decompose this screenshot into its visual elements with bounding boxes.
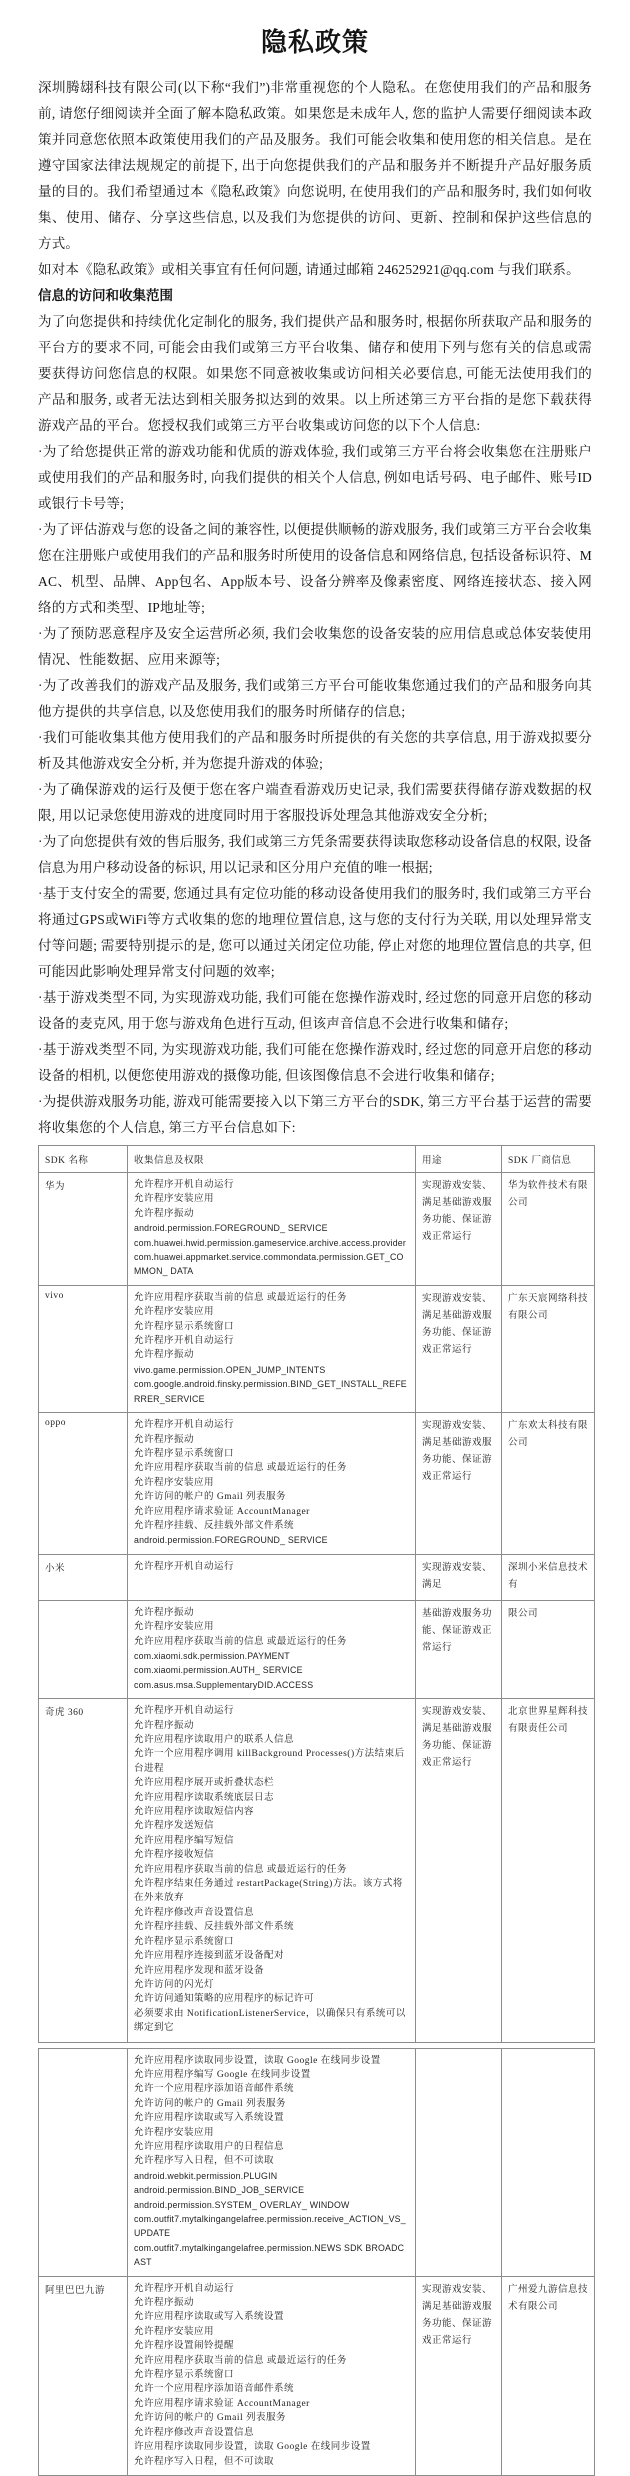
permission-line: com.outfit7.mytalkingangelafree.permission.receive_ACTION_VS_ UPDATE: [134, 2214, 406, 2239]
sdk-name-cell: oppo: [39, 1413, 128, 1555]
permission-line: 允许程序振动: [134, 2298, 195, 2309]
table-row: [39, 1285, 595, 1412]
permission-line: android.permission.BIND_JOB_SERVICE: [134, 2185, 305, 2196]
permission-line: 允许程序结束任务通过 restartPackage(String)方法。该方式将在外来放弃: [134, 1879, 403, 1904]
permission-line: 允许访问通知策略的应用程序的标记许可: [134, 1994, 315, 2005]
permission-line: 允许程序振动: [134, 1607, 195, 1618]
purpose-cell: 基础游戏服务功能、保证游戏正常运行: [416, 1600, 502, 1698]
permissions-cell: [128, 1600, 416, 1698]
permission-line: 允许程序安装应用: [134, 1477, 215, 1488]
permission-line: 允许应用程序读取或写入系统设置: [134, 2312, 285, 2323]
permission-line: com.google.android.finsky.permission.BIND_GET_INSTALL_REFERRER_SERVICE: [134, 1379, 407, 1404]
permission-line: 允许程序显示系统窗口: [134, 2370, 235, 2381]
permission-line: 允许程序开机自动运行: [134, 1180, 235, 1190]
vendor-cell: 深圳小米信息技术有: [502, 1554, 595, 1600]
permission-line: 必须要求由 NotificationListenerService，以确保只有系统可以绑定到它: [134, 2008, 406, 2034]
permission-line: com.huawei.appmarket.service.commondata.permission.GET_COMMON_ DATA: [134, 1252, 404, 1277]
permission-line: 允许程序振动: [134, 1434, 195, 1445]
permission-line: 允许程序开机自动运行: [134, 1706, 235, 1717]
purpose-cell: [416, 2048, 502, 2276]
permission-line: 允许应用程序请求验证 AccountManager: [134, 2398, 310, 2409]
table-row: [39, 2276, 595, 2475]
permission-line: 允许应用程序获取当前的信息 或最近运行的任务: [134, 1292, 347, 1303]
permission-line: 允许程序发送短信: [134, 1821, 215, 1832]
sdk-name-cell: 奇虎 360: [39, 1699, 128, 2042]
permission-line: com.asus.msa.SupplementaryDID.ACCESS: [134, 1679, 314, 1690]
permission-line: 允许应用程序展开或折叠状态栏: [134, 1778, 275, 1789]
purpose-cell: 实现游戏安装、满足: [416, 1554, 502, 1600]
bullet-item: ·基于游戏类型不同, 为实现游戏功能, 我们可能在您操作游戏时, 经过您的同意开启您的移动设备的麦克风, 用于您与游戏角色进行互动, 但该声音信息不会进行收集和储存;: [38, 990, 592, 1031]
permission-line: 允许应用程序读取用户的日程信息: [134, 2141, 285, 2152]
permissions-cell: [128, 2276, 416, 2475]
purpose-cell: 实现游戏安装、满足基础游戏服务功能、保证游戏正常运行: [416, 1285, 502, 1412]
sdk-name-cell: [39, 1600, 128, 1698]
permission-line: 允许应用程序获取当前的信息 或最近运行的任务: [134, 2355, 347, 2366]
permissions-cell: [128, 1173, 416, 1286]
permission-line: 允许程序写入日程，但不可读取: [134, 2156, 275, 2167]
permission-line: 允许程序修改声音设置信息: [134, 2427, 255, 2438]
bullet-item: ·基于游戏类型不同, 为实现游戏功能, 我们可能在您操作游戏时, 经过您的同意开启您的移动设备的相机, 以便您使用游戏的摄像功能, 但该图像信息不会进行收集和储存;: [38, 1042, 592, 1083]
bullet-item: ·为了预防恶意程序及安全运营所必须, 我们会收集您的设备安装的应用信息或总体安装使用情况、性能数据、应用来源等;: [38, 626, 592, 667]
permission-line: 允许应用程序连接到蓝牙设备配对: [134, 1951, 285, 1962]
permission-line: 允许应用程序获取当前的信息 或最近运行的任务: [134, 1636, 347, 1647]
sdk-table: [38, 1145, 595, 2043]
bullet-item: ·为了给您提供正常的游戏功能和优质的游戏体验, 我们或第三方平台将会收集您在注册账户或使用我们的产品和服务时, 向我们提供的相关个人信息, 例如电话号码、电子邮件、账号ID或银行卡号等;: [38, 444, 592, 511]
bullet-item: ·为了评估游戏与您的设备之间的兼容性, 以便提供顺畅的游戏服务, 我们或第三方平台会收集您在注册账户或使用我们的产品和服务时所使用的设备信息和网络信息, 包括设备标识符、MAC、机型、品牌、App包名、App版本号、设备分辨率及像素密度、网络连接状态、接入网络的方式和类型、IP地址等;: [38, 522, 592, 615]
permission-line: 允许程序设置闹铃提醒: [134, 2341, 235, 2352]
bullet-item: ·基于支付安全的需要, 您通过具有定位功能的移动设备使用我们的服务时, 我们或第三方平台将通过GPS或WiFi等方式收集的您的地理位置信息, 这与您的支付行为关联, 用以处理异常支付等问题; 需要特别提示的是, 您可以通过关闭定位功能, 停止对您的地理位置信息的共享, 但可能因此影响处理异常支付问题的效率;: [38, 886, 592, 979]
sdk-table: [38, 2048, 595, 2476]
permissions-cell: [128, 1699, 416, 2042]
table-row: [39, 1699, 595, 2042]
permission-line: 允许访问的帐户的 Gmail 列表服务: [134, 2098, 286, 2109]
permission-line: 允许程序挂载、反挂载外部文件系统: [134, 1520, 295, 1531]
vendor-cell: 广东天宸网络科技有限公司: [502, 1285, 595, 1412]
permission-line: 允许访问的帐户的 Gmail 列表服务: [134, 2413, 286, 2424]
vendor-cell: 广东欢太科技有限公司: [502, 1413, 595, 1555]
permission-line: vivo.game.permission.OPEN_JUMP_INTENTS: [134, 1364, 326, 1375]
permission-line: 允许程序开机自动运行: [134, 1336, 235, 1347]
permission-line: 允许访问的帐户的 Gmail 列表服务: [134, 1492, 286, 1503]
permission-line: 允许程序振动: [134, 1350, 195, 1361]
vendor-cell: 限公司: [502, 1600, 595, 1698]
permission-line: android.webkit.permission.PLUGIN: [134, 2170, 278, 2181]
permissions-cell: [128, 1413, 416, 1555]
sdk-name-cell: [39, 2048, 128, 2276]
permission-line: 允许应用程序编写短信: [134, 1835, 235, 1846]
permission-line: 允许程序安装应用: [134, 2127, 215, 2138]
permission-line: 允许程序接收短信: [134, 1850, 215, 1861]
permission-line: com.xiaomi.permission.AUTH_ SERVICE: [134, 1665, 303, 1676]
vendor-cell: [502, 2048, 595, 2276]
permission-line: 允许程序安装应用: [134, 1307, 215, 1318]
permission-line: 允许程序挂载、反挂载外部文件系统: [134, 1922, 295, 1933]
permission-line: 允许应用程序读取系统底层日志: [134, 1792, 275, 1803]
permission-line: 允许程序振动: [134, 1720, 195, 1731]
bullet-list: [38, 439, 592, 1141]
permission-line: android.permission.SYSTEM_ OVERLAY_ WINDOW: [134, 2199, 350, 2210]
table-header-row: [39, 1146, 595, 1173]
permission-line: android.permission.FOREGROUND_ SERVICE: [134, 1535, 328, 1546]
column-header: 收集信息及权限: [128, 1146, 416, 1173]
table-row: [39, 2048, 595, 2276]
permission-line: 允许应用程序读取短信内容: [134, 1807, 255, 1818]
bullet-item: ·我们可能收集其他方使用我们的产品和服务时所提供的有关您的共享信息, 用于游戏拟要分析及其他游戏安全分析, 并为您提升游戏的体验;: [38, 730, 592, 771]
column-header: SDK 厂商信息: [502, 1146, 595, 1173]
sdk-name-cell: 阿里巴巴九游: [39, 2276, 128, 2475]
permissions-cell: [128, 1285, 416, 1412]
permission-line: 允许应用程序编写 Google 在线同步设置: [134, 2069, 311, 2080]
bullet-item: ·为提供游戏服务功能, 游戏可能需要接入以下第三方平台的SDK, 第三方平台基于运营的需要将收集您的个人信息, 第三方平台信息如下:: [38, 1094, 592, 1135]
permission-line: 允许程序写入日程，但不可读取: [134, 2456, 275, 2467]
purpose-cell: 实现游戏安装、满足基础游戏服务功能、保证游戏正常运行: [416, 1699, 502, 2042]
section-heading: 信息的访问和收集范围: [38, 288, 173, 303]
sdk-name-cell: 小米: [39, 1554, 128, 1600]
permission-line: 允许程序显示系统窗口: [134, 1448, 235, 1459]
permission-line: 允许程序开机自动运行: [134, 1420, 235, 1431]
permission-line: 允许应用程序读取用户的联系人信息: [134, 1735, 295, 1745]
bullet-item: ·为了改善我们的游戏产品及服务, 我们或第三方平台可能收集您通过我们的产品和服务向其他方提供的共享信息, 以及您使用我们的服务时所储存的信息;: [38, 678, 592, 719]
permission-line: 允许应用程序读取或写入系统设置: [134, 2113, 285, 2124]
column-header: 用途: [416, 1146, 502, 1173]
permission-line: com.huawei.hwid.permission.gameservice.archive.access.provider: [134, 1237, 407, 1248]
vendor-cell: 华为软件技术有限公司: [502, 1173, 595, 1286]
permission-line: com.outfit7.mytalkingangelafree.permission.NEWS SDK BROADCAST: [134, 2242, 405, 2268]
permission-line: 允许应用程序读取同步设置，读取 Google 在线同步设置: [134, 2055, 381, 2066]
permission-line: 允许程序显示系统窗口: [134, 1936, 235, 1947]
permission-line: 允许一个应用程序添加语音邮件系统: [134, 2084, 295, 2095]
purpose-cell: 实现游戏安装、满足基础游戏服务功能、保证游戏正常运行: [416, 2276, 502, 2475]
table-row: [39, 1554, 595, 1600]
sdk-name-cell: vivo: [39, 1285, 128, 1412]
permission-line: 允许应用程序获取当前的信息 或最近运行的任务: [134, 1463, 347, 1474]
permission-line: 允许程序安装应用: [134, 1194, 215, 1205]
permission-line: 允许应用程序获取当前的信息 或最近运行的任务: [134, 1864, 347, 1875]
permission-line: com.xiaomi.sdk.permission.PAYMENT: [134, 1650, 290, 1661]
table-row: [39, 1413, 595, 1555]
permissions-cell: [128, 2048, 416, 2276]
permission-line: 允许程序修改声音设置信息: [134, 1907, 255, 1918]
table-row: [39, 1173, 595, 1286]
sdk-table-container: [38, 1145, 592, 2476]
permission-line: 允许一个应用程序调用 killBackground Processes()方法结束后台进程: [134, 1749, 405, 1774]
vendor-cell: 北京世界星辉科技有限责任公司: [502, 1699, 595, 2042]
vendor-cell: 广州爱九游信息技术有限公司: [502, 2276, 595, 2475]
permission-line: 允许访问的闪光灯: [134, 1979, 215, 1990]
intro-paragraph: 深圳腾翃科技有限公司(以下称“我们”)非常重视您的个人隐私。在您使用我们的产品和服务前, 请您仔细阅读并全面了解本隐私政策。如果您是未成年人, 您的监护人需要仔细阅读本政策并同意您依照本政策使用我们的产品及服务。我们可能会收集和使用您的相关信息。是在遵守国家法律法规规定的前提下, 出于向您提供我们的产品和服务并不断提升产品好服务质量的目的。我们希望通过本《隐私政策》向您说明, 在使用我们的产品和服务时, 我们如何收集、使用、储存、分享这些信息, 以及我们为您提供的访问、更新、控制和保护这些信息的方式。: [38, 80, 592, 251]
column-header: SDK 名称: [39, 1146, 128, 1173]
permission-line: 允许程序振动: [134, 1208, 195, 1219]
permission-line: 许应用程序读取同步设置，读取 Google 在线同步设置: [134, 2442, 371, 2453]
permission-line: 允许程序显示系统窗口: [134, 1321, 235, 1332]
scope-paragraph: 为了向您提供和持续优化定制化的服务, 我们提供产品和服务时, 根据你所获取产品和服务的平台方的要求不同, 可能会由我们或第三方平台收集、储存和使用下列与您有关的信息或需要获得访问您信息的权限。如果您不同意被收集或访问相关必要信息, 可能无法使用我们的产品和服务, 或者无法达到相关服务拟达到的效果。以上所述第三方平台指的是您下载获得游戏产品的平台。您授权我们或第三方平台收集或访问您的以下个人信息:: [38, 314, 592, 433]
permission-line: 允许一个应用程序添加语音邮件系统: [134, 2384, 295, 2395]
bullet-item: ·为了确保游戏的运行及便于您在客户端查看游戏历史记录, 我们需要获得储存游戏数据的权限, 用以记录您使用游戏的进度同时用于客服投诉处理急其他游戏安全分析;: [38, 782, 592, 823]
permission-line: 允许程序开机自动运行: [134, 2283, 235, 2294]
sdk-name-cell: 华为: [39, 1173, 128, 1286]
purpose-cell: 实现游戏安装、满足基础游戏服务功能、保证游戏正常运行: [416, 1173, 502, 1286]
permission-line: android.permission.FOREGROUND_ SERVICE: [134, 1223, 328, 1234]
page-title: 隐私政策: [260, 28, 369, 57]
permissions-cell: [128, 1554, 416, 1600]
table-row: [39, 1600, 595, 1698]
bullet-item: ·为了向您提供有效的售后服务, 我们或第三方凭条需要获得读取您移动设备信息的权限, 设备信息为用户移动设备的标识, 用以记录和区分用户充值的唯一根据;: [38, 834, 592, 875]
permission-line: 允许应用程序请求验证 AccountManager: [134, 1506, 310, 1517]
purpose-cell: 实现游戏安装、满足基础游戏服务功能、保证游戏正常运行: [416, 1413, 502, 1555]
permission-line: 允许程序开机自动运行: [134, 1561, 235, 1572]
permission-line: 允许应用程序发现和蓝牙设备: [134, 1965, 265, 1976]
contact-line: 如对本《隐私政策》或相关事宜有任何问题, 请通过邮箱 246252921@qq.com 与我们联系。: [38, 262, 580, 277]
permission-line: 允许程序安装应用: [134, 2326, 215, 2337]
permission-line: 允许程序安装应用: [134, 1622, 215, 1633]
